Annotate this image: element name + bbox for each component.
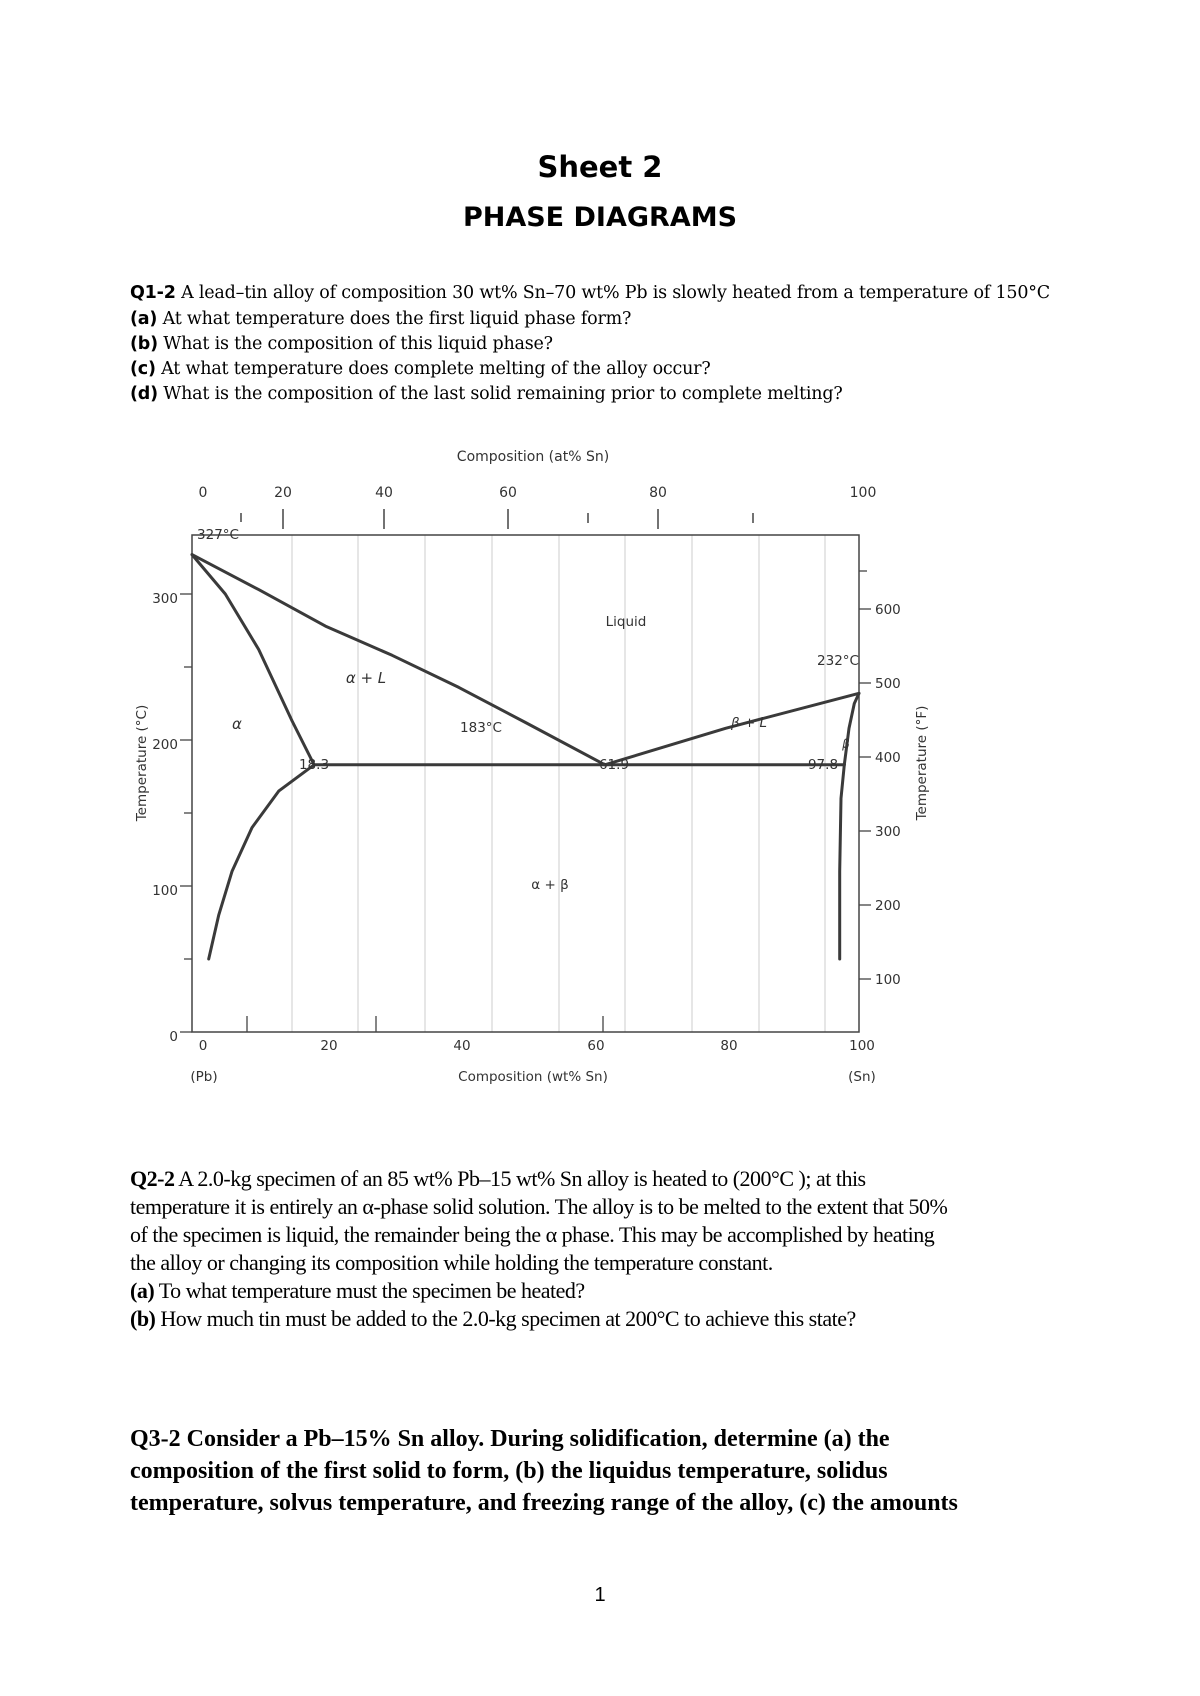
part-text: What is the composition of the last solid remaining prior to complete melting? <box>157 384 843 404</box>
q2-label: Q2-2 <box>130 1166 175 1191</box>
sn-melting-label: 232°C <box>817 653 859 669</box>
top-tick-label: 60 <box>499 485 517 501</box>
alpha-max-label: 18.3 <box>298 757 330 773</box>
top-tick-label: 100 <box>849 485 877 501</box>
alpha-l-region-label: α + L <box>345 669 387 687</box>
top-tick-label: 0 <box>198 485 208 501</box>
part-label: (b) <box>130 334 158 354</box>
series-liquidus-pb-side- <box>192 555 605 765</box>
top-tick-label: 40 <box>375 485 393 501</box>
q2-line: temperature it is entirely an α-phase solid solution. The alloy is to be melted to the extent that 50% <box>130 1194 948 1219</box>
q2-text: A 2.0-kg specimen of an 85 wt% Pb–15 wt% Sn alloy is heated to (200°C ); at this <box>174 1166 866 1191</box>
q3-line <box>130 1426 890 1453</box>
phase-diagram <box>130 445 940 1090</box>
alpha-region-label: α <box>232 715 242 733</box>
left-tick-label: 100 <box>152 883 178 899</box>
q1-part-b <box>130 334 553 354</box>
series-solvus-beta <box>840 765 845 959</box>
series-solidus-beta <box>844 693 859 765</box>
pb-melting-label: 327°C <box>197 527 239 543</box>
page-heading: PHASE DIAGRAMS <box>462 202 738 233</box>
left-axis-title: Temperature (°C) <box>134 704 150 822</box>
right-tick-label: 400 <box>875 750 901 766</box>
part-label: (a) <box>130 1278 155 1303</box>
sheet-title: Sheet 2 <box>537 150 663 184</box>
bottom-tick-label: 100 <box>849 1038 875 1054</box>
q1-text: A lead–tin alloy of composition 30 wt% Sn–70 wt% Pb is slowly heated from a temperature of 150°C <box>175 283 1050 303</box>
q1-label: Q1-2 <box>130 283 176 303</box>
bottom-tick-label: 0 <box>198 1038 208 1054</box>
right-tick-label: 100 <box>875 972 901 988</box>
right-axis-title: Temperature (°F) <box>914 705 930 821</box>
q2-line: the alloy or changing its composition while holding the temperature constant. <box>130 1250 773 1275</box>
q1-intro <box>130 283 1050 303</box>
part-label: (a) <box>130 309 158 329</box>
part-label: (c) <box>130 359 156 379</box>
part-text: What is the composition of this liquid phase? <box>157 334 553 354</box>
q1-part-c <box>130 359 711 379</box>
q2-part-a <box>130 1278 585 1304</box>
alpha-beta-region-label: α + β <box>531 877 569 893</box>
q2-line <box>130 1166 866 1192</box>
right-tick-label: 300 <box>875 824 901 840</box>
right-tick-label: 200 <box>875 898 901 914</box>
liquid-region-label: Liquid <box>605 614 647 630</box>
top-tick-label: 80 <box>649 485 667 501</box>
left-tick-label: 200 <box>152 737 178 753</box>
bottom-axis-title: Composition (wt% Sn) <box>458 1069 608 1085</box>
right-tick-label: 500 <box>875 676 901 692</box>
bottom-tick-label: 20 <box>320 1038 338 1054</box>
part-text: At what temperature does the first liquid phase form? <box>157 309 632 329</box>
top-tick-label: 20 <box>274 485 292 501</box>
right-tick-label: 600 <box>875 602 901 618</box>
eutectic-temp-label: 183°C <box>460 720 502 736</box>
q2-part-b <box>130 1306 856 1332</box>
part-text: To what temperature must the specimen be heated? <box>154 1278 585 1303</box>
part-text: How much tin must be added to the 2.0-kg specimen at 200°C to achieve this state? <box>155 1306 856 1331</box>
part-label: (d) <box>130 384 158 404</box>
page-number: 1 <box>594 1584 606 1606</box>
q3-label: Q3-2 <box>130 1426 181 1452</box>
beta-region-label: β <box>842 737 850 751</box>
bottom-tick-label: 80 <box>720 1038 738 1054</box>
bottom-tick-label: 40 <box>453 1038 471 1054</box>
eutectic-comp-label: 61.9 <box>598 757 630 773</box>
q1-part-d <box>130 384 843 404</box>
series-solvus-alpha <box>209 765 314 959</box>
beta-max-label: 97.8 <box>807 757 839 773</box>
q1-part-a <box>130 309 631 329</box>
sn-end-label: (Sn) <box>848 1069 876 1085</box>
part-text: At what temperature does complete melting of the alloy occur? <box>155 359 711 379</box>
q3-line: composition of the first solid to form, (b) the liquidus temperature, solidus <box>130 1458 888 1484</box>
bottom-tick-label: 60 <box>587 1038 605 1054</box>
q3-text: Consider a Pb–15% Sn alloy. During solidification, determine (a) the <box>180 1426 890 1452</box>
beta-l-region-label: β + L <box>730 715 768 731</box>
part-label: (b) <box>130 1306 156 1331</box>
top-axis-title: Composition (at% Sn) <box>456 449 610 465</box>
q3-line: temperature, solvus temperature, and freezing range of the alloy, (c) the amounts <box>130 1490 958 1516</box>
left-tick-label: 300 <box>152 591 178 607</box>
q2-line: of the specimen is liquid, the remainder being the α phase. This may be accomplished by heating <box>130 1222 935 1247</box>
pb-end-label: (Pb) <box>190 1069 218 1085</box>
left-tick-label: 0 <box>169 1029 178 1045</box>
